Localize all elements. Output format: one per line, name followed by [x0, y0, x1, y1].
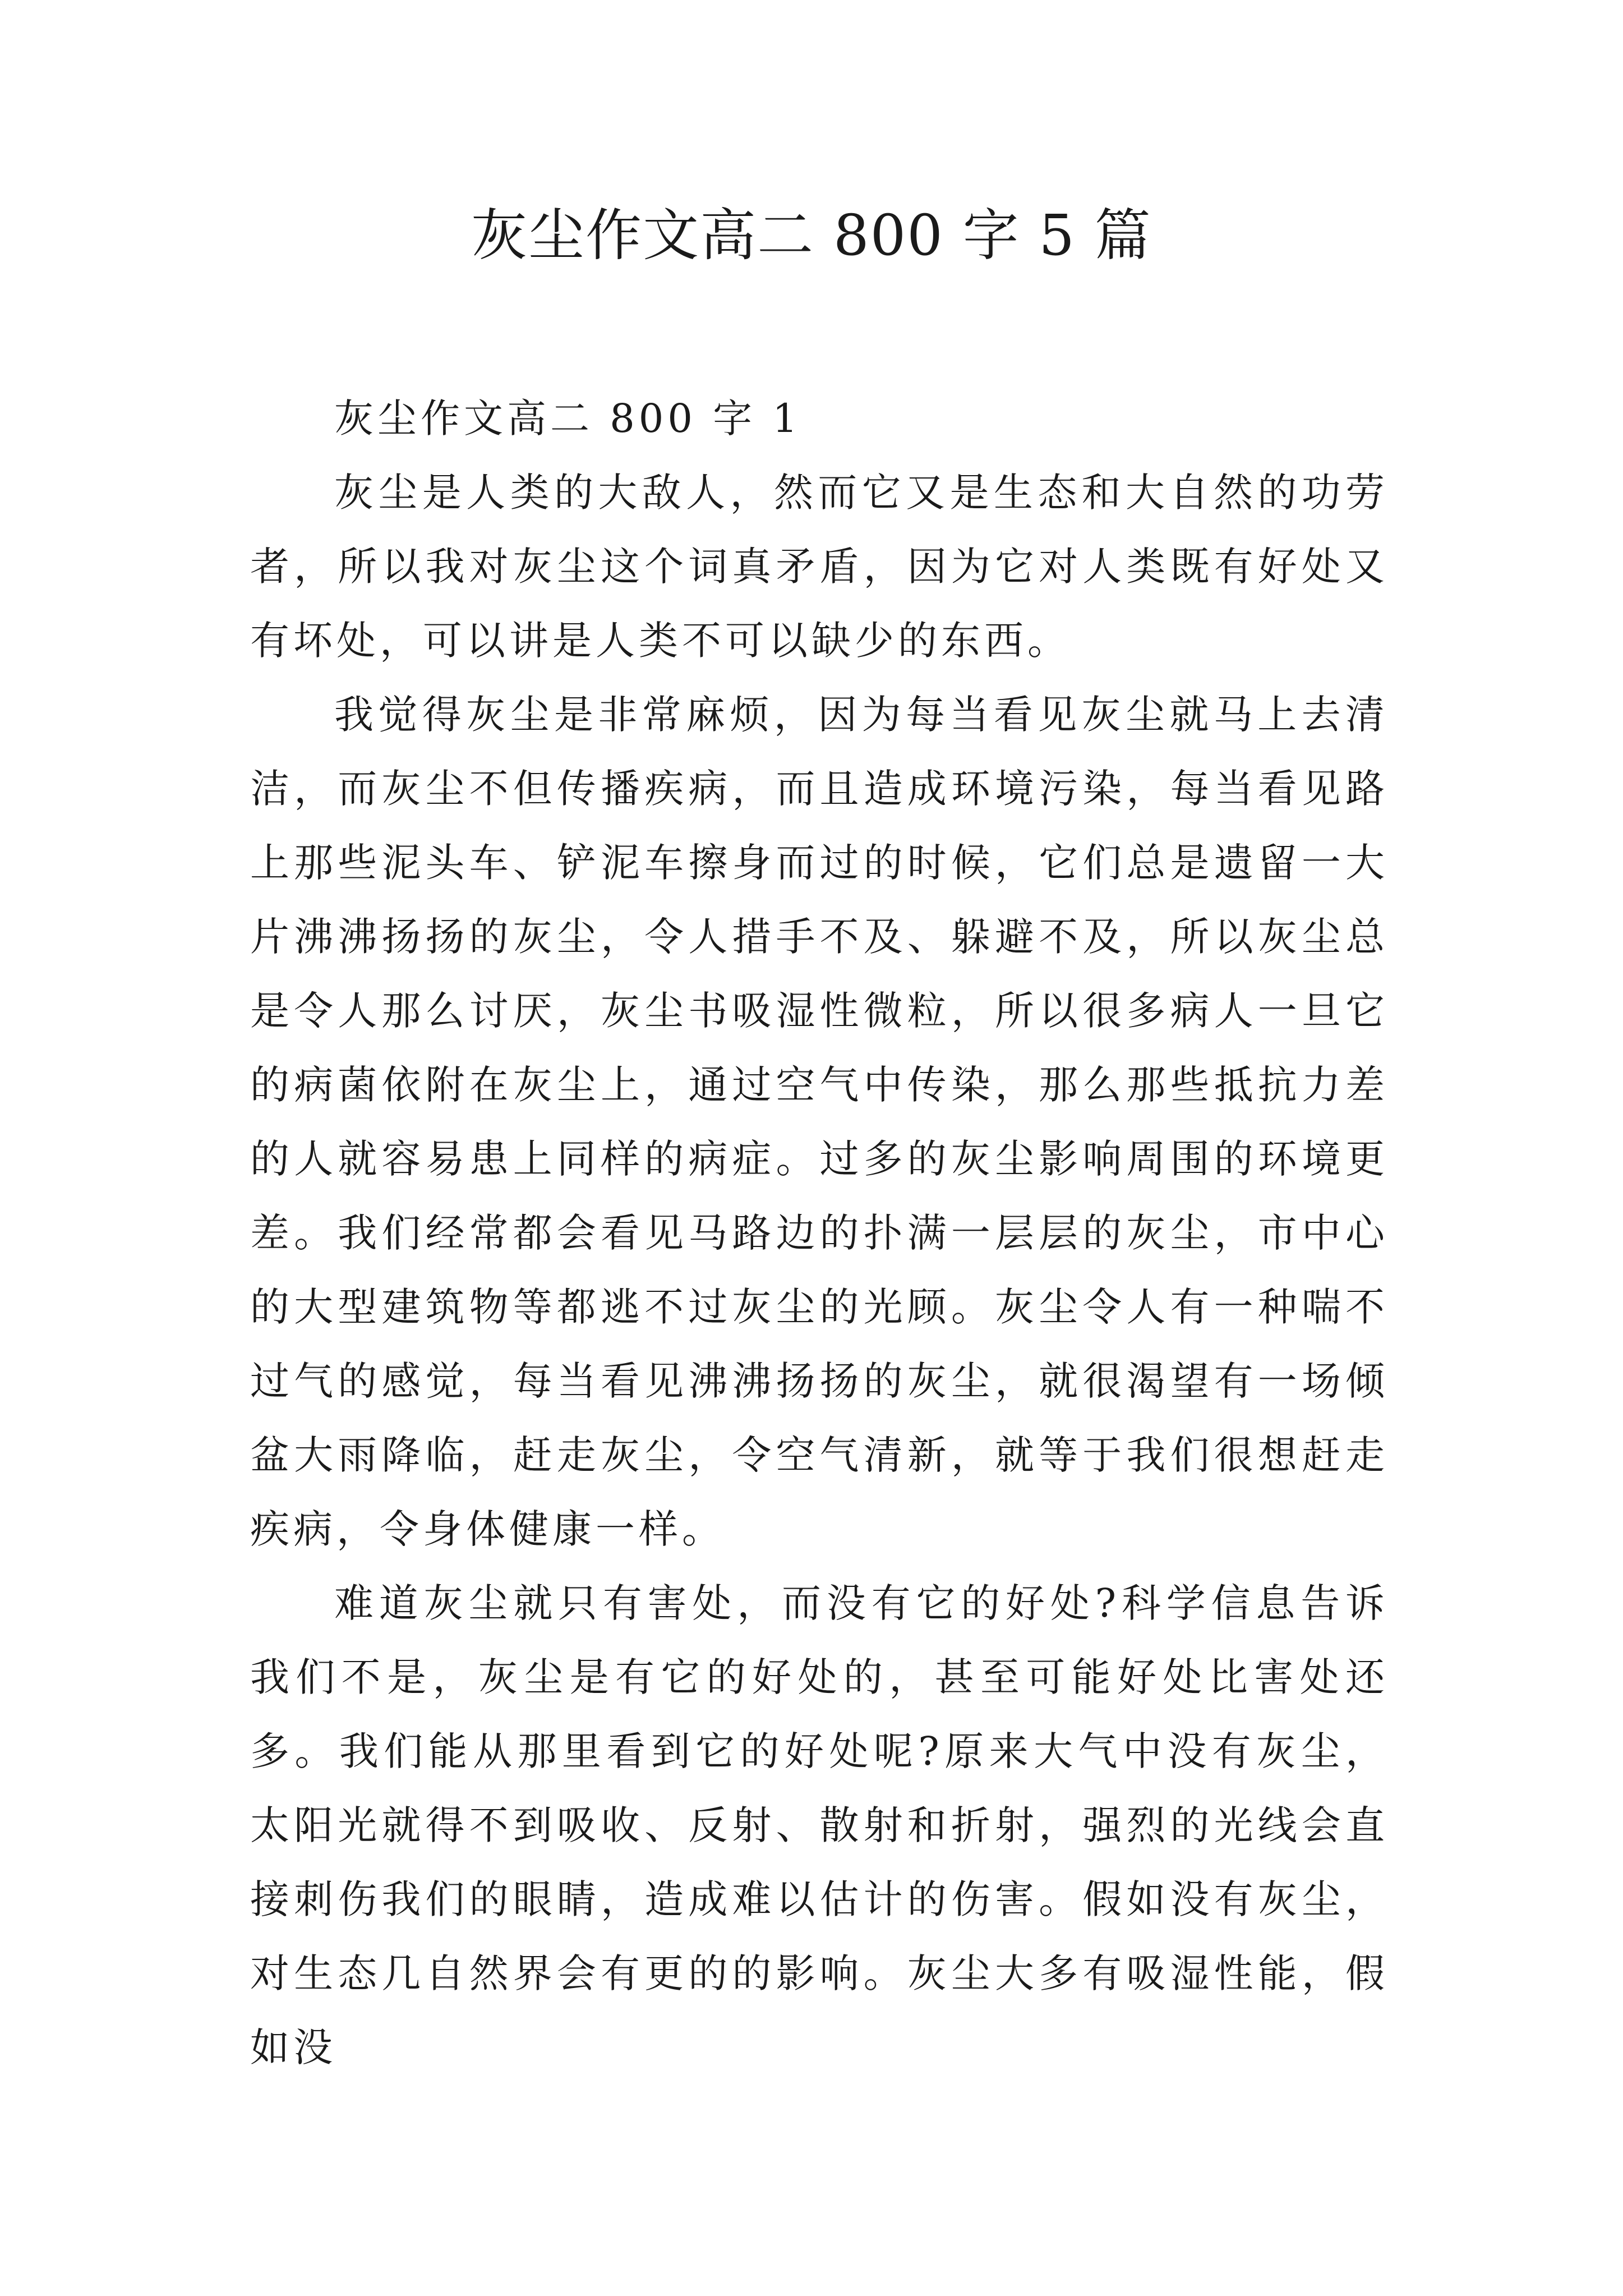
paragraph-3: 难道灰尘就只有害处，而没有它的好处?科学信息告诉我们不是，灰尘是有它的好处的，甚至可能好处比害处还多。我们能从那里看到它的好处呢?原来大气中没有灰尘，太阳光就得不到吸收、反射、散射和折射，强烈的光线会直接刺伤我们的眼睛，造成难以估计的伤害。假如没有灰尘，对生态几自然界会有更的的影响。灰尘大多有吸湿性能，假如没 — [250, 1580, 1389, 2070]
section-heading: 灰尘作文高二 800 字 1 — [334, 395, 801, 441]
document-title: 灰尘作文高二 800 字 5 篇 — [471, 203, 1152, 268]
document-body — [250, 381, 1389, 2085]
paragraph-1: 灰尘是人类的大敌人，然而它又是生态和大自然的功劳者，所以我对灰尘这个词真矛盾，因为它对人类既有好处又有坏处，可以讲是人类不可以缺少的东西。 — [250, 470, 1389, 664]
paragraph-2: 我觉得灰尘是非常麻烦，因为每当看见灰尘就马上去清洁，而灰尘不但传播疾病，而且造成环境污染，每当看见路上那些泥头车、铲泥车擦身而过的时候，它们总是遗留一大片沸沸扬扬的灰尘，令人措手不及、躲避不及，所以灰尘总是令人那么讨厌，灰尘书吸湿性微粒，所以很多病人一旦它的病菌依附在灰尘上，通过空气中传染，那么那些抵抗力差的人就容易患上同样的病症。过多的灰尘影响周围的环境更差。我们经常都会看见马路边的扑满一层层的灰尘，市中心的大型建筑物等都逃不过灰尘的光顾。灰尘令人有一种喘不过气的感觉，每当看见沸沸扬扬的灰尘，就很渴望有一场倾盆大雨降临，赶走灰尘，令空气清新，就等于我们很想赶走疾病，令身体健康一样。 — [250, 692, 1389, 1552]
